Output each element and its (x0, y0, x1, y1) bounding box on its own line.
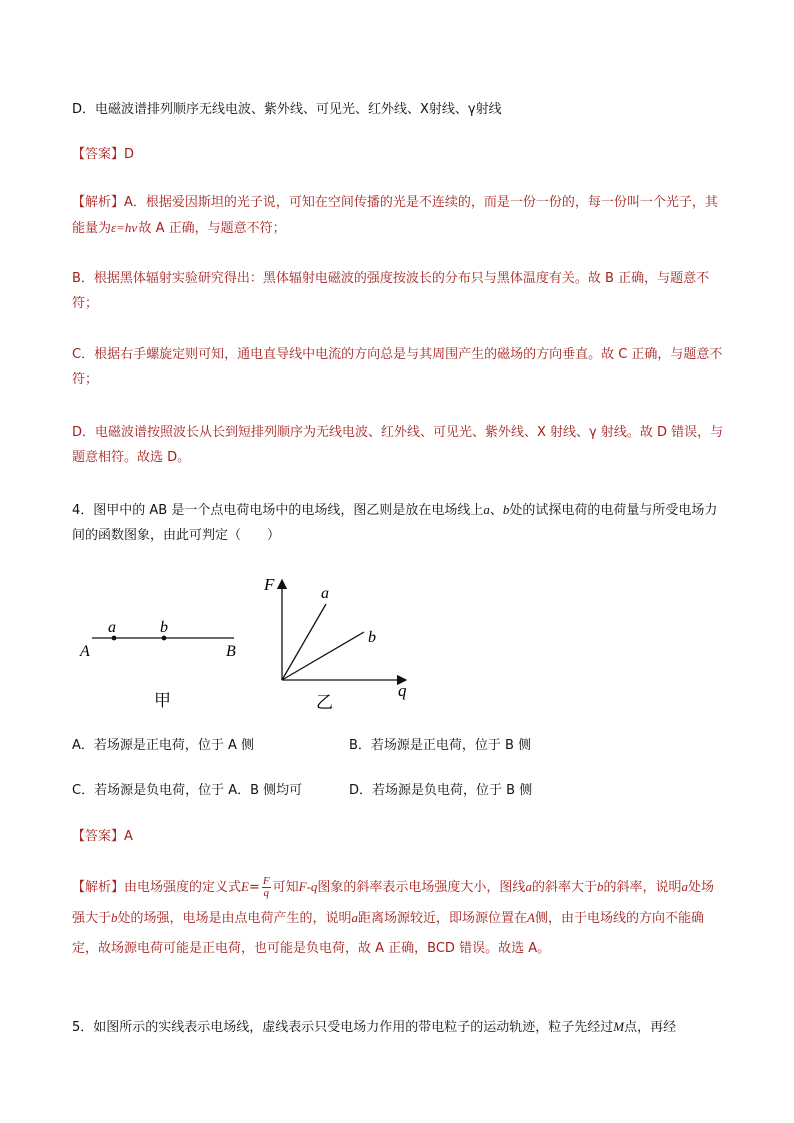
symbol-e: E (241, 879, 249, 894)
analysis-text: 图象的斜率表示电场强度大小，图线 (317, 880, 526, 895)
answer-tag: 【答案】 (72, 147, 125, 162)
axis-label-f: F (264, 575, 275, 594)
figure-yi (258, 568, 418, 716)
q3-analysis-d: D．电磁波谱按照波长从长到短排列顺序为无线电波、红外线、可见光、紫外线、X 射线、γ 射线。故 D 错误，与题意相符。故选 D。 (72, 425, 724, 465)
q4-stem (72, 497, 724, 548)
q5-stem (72, 1016, 724, 1039)
analysis-a-text: A．根据爱因斯坦的光子说，可知在空间传播的光是不连续的，而是一份一份的，每一份叫一个光子，其能量为 (72, 195, 718, 236)
analysis-tag: 【解析】 (72, 880, 125, 895)
label-A: A (80, 643, 90, 660)
figure-jia (72, 610, 252, 710)
analysis-text: 可知 (272, 880, 299, 895)
point-a-label: a (483, 502, 490, 517)
analysis-tag: 【解析】 (72, 195, 125, 210)
q4-analysis (72, 872, 724, 964)
q3-option-d: D．电磁波谱排列顺序无线电波、紫外线、可见光、红外线、X射线、γ射线 (72, 102, 502, 117)
q3-analysis-b: B．根据黑体辐射实验研究得出：黑体辐射电磁波的强度按波长的分布只与黑体温度有关。故 B 正确，与题意不符； (72, 271, 710, 311)
fraction-f-over-q (262, 876, 271, 899)
point-a-dot (112, 636, 117, 641)
analysis-text: 处的场强，电场是由点电荷产生的，说明 (117, 911, 352, 926)
analysis-text: 侧，由于电场线的方向不能确定，故场源电荷可能是正电荷，也可能是负电荷，故 A 正确，BCD 错误。故选 A。 (72, 911, 705, 956)
label-B: B (226, 643, 236, 660)
q4-option-b: B．若场源是正电荷，位于 B 侧 (349, 738, 532, 753)
label-a: a (108, 619, 116, 636)
q4-option-c: C．若场源是负电荷，位于 A．B 侧均可 (72, 783, 303, 798)
answer-value: A (124, 829, 133, 844)
symbol-b: b (596, 879, 604, 894)
fraction-numerator: F (262, 875, 270, 887)
photon-energy-formula: ε=hν (111, 220, 138, 235)
q5-stem-text-2: 点，再经 (624, 1020, 677, 1035)
q3-analysis-c: C．根据右手螺旋定则可知，通电直导线中电流的方向总是与其周围产生的磁场的方向垂直。故 C 正确，与题意不符； (72, 347, 723, 387)
q4-option-a: A．若场源是正电荷，位于 A 侧 (72, 738, 255, 753)
answer-value: D (124, 147, 135, 162)
line-a (282, 604, 326, 680)
analysis-a-conclusion: 故 A 正确，与题意不符； (138, 221, 286, 236)
stem-separator: 、 (489, 503, 503, 518)
analysis-text: 由电场强度的定义式 (124, 880, 242, 895)
symbol-b: b (111, 910, 118, 925)
q3-answer (72, 144, 724, 166)
fraction-denominator: q (263, 887, 269, 899)
point-b-dot (162, 636, 167, 641)
analysis-text: 距离场源较近，即场源位置在 (358, 911, 528, 926)
point-b-label: b (502, 502, 510, 517)
q4-answer (72, 826, 724, 848)
answer-tag: 【答案】 (72, 829, 125, 844)
symbol-a: a (525, 879, 532, 894)
point-m-label: M (613, 1019, 625, 1034)
q3-analysis-a (72, 190, 724, 241)
symbol-A: A (527, 910, 535, 925)
label-b: b (160, 619, 168, 636)
q4-stem-text-2: 处的试探电荷的电荷量与所受电场力间的函数图象，由此可判定（ ） (72, 503, 718, 543)
analysis-text: 处场强大于 (72, 880, 714, 926)
line-b (282, 632, 364, 680)
q4-option-d: D．若场源是负电荷，位于 B 侧 (349, 783, 533, 798)
symbol-a: a (351, 910, 359, 925)
axis-label-q: q (398, 681, 407, 700)
equals-sign: = (248, 880, 260, 895)
q5-stem-text: 5．如图所示的实线表示电场线，虚线表示只受电场力作用的带电粒子的运动轨迹，粒子先经过 (72, 1020, 614, 1035)
symbol-a: a (681, 879, 688, 894)
symbol-fq: F-q (298, 879, 318, 894)
analysis-text: 的斜率大于 (531, 880, 597, 895)
caption-jia: 甲 (154, 691, 171, 710)
line-label-a: a (321, 585, 329, 602)
q4-stem-text: 4．图甲中的 AB 是一个点电荷电场中的电场线，图乙则是放在电场线上 (72, 503, 484, 518)
analysis-text: 的斜率，说明 (603, 880, 682, 895)
line-label-b: b (368, 629, 376, 646)
caption-yi: 乙 (316, 693, 333, 712)
